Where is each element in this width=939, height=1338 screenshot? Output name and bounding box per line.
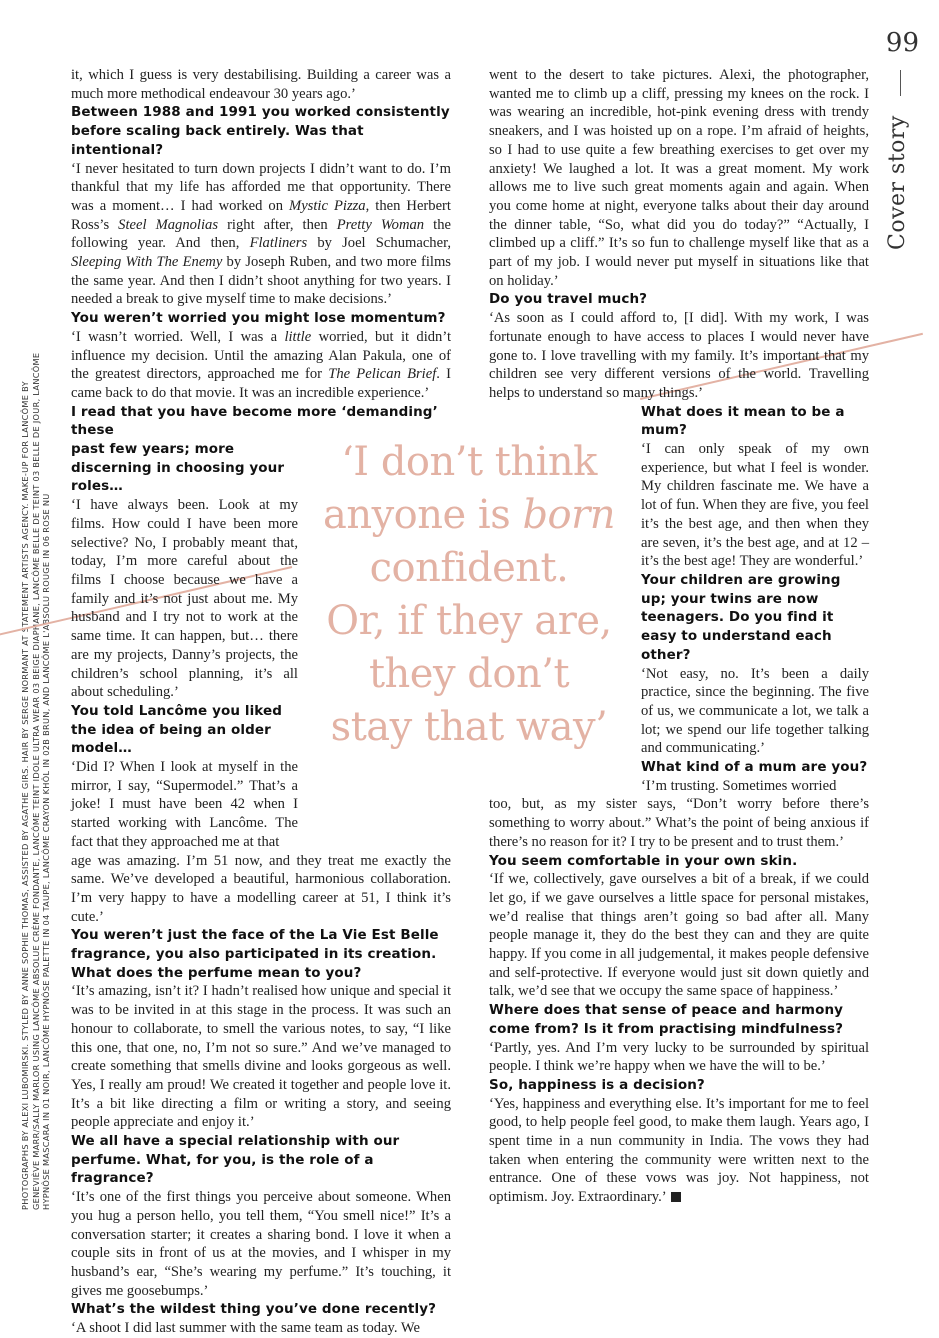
question-heading: Where does that sense of peace and harmony come from? Is it from practising mindfulness? [489, 1002, 844, 1037]
paragraph: ‘If we, collectively, gave ourselves a bit of a break, if we could let go, if we gave ourselves a little space for personal mistakes, we’d realise that things aren’t going so bad after all. Many people manage it, they do the best they can and they are quite happy. If you come in all judgemental, it makes people defensive and self-protective. If everyone would just sit down quietly and talk, we’d see that we occupy the same space of happiness.’ [489, 871, 869, 1000]
paragraph: ‘It’s one of the first things you perceive about someone. When you hug a person hello, you tell them, “You smell nice!” It’s a conversation starter; it creates a sharing bond. I love it when a couple sits in front of us at the movies, and I whisper in my husband’s ear, “She’s wearing my perfume.” It’s touching, it gives me goosebumps.’ [71, 1189, 451, 1299]
paragraph: ‘Not easy, no. It’s been a daily practice, since the beginning. The five of us, we communicate a lot, we talk a lot; we spend our life together talking and communicating.’ [641, 665, 869, 757]
question-heading: What’s the wildest thing you’ve done recently? [71, 1301, 437, 1318]
paragraph: too, but, as my sister says, “Don’t worry before there’s something to worry about.” What’s the point of being anxious if there’s no reason for it? I try to be present and to trust them.’ [489, 796, 869, 850]
paragraph: went to the desert to take pictures. Alexi, the photographer, wanted me to climb up a cliff, pressing my knees on the rock. I was wearing an incredible, hot-pink evening dress with trendy sneakers, and I was hoisted up on a rope. I’m afraid of heights, so I had to use quite a few breathing exercises to get over my anxiety! We laughed a lot. It was a great moment. My work allows me to live such great moments again and again. When you come home at night, everyone talks about their day around the dinner table, “So, what did you do today?” “Actually, I climbed up a cliff.” It’s so fun to challenge myself like that as a part of my job. I would never put myself in situations like that on holiday.’ [489, 67, 869, 289]
pull-quote-line: Or, if they are, [326, 598, 612, 644]
paragraph: ‘I can only speak of my own experience, but what I feel is wonder. My children fascinate me. We have a lot of fun. When they are five, you feel it’s the best age, and then when they are seven, it’s the best age, and at 12 – it’s the best age! They are wonderful.’ [641, 441, 869, 570]
paragraph: it, which I guess is very destabilising. Building a career was a much more methodical endeavour 30 years ago.’ [71, 67, 451, 102]
question-heading: We all have a special relationship with our perfume. What, for you, is the role of a fragrance? [71, 1133, 400, 1187]
paragraph: ‘A shoot I did last summer with the same team as today. We [71, 1320, 421, 1337]
paragraph: ‘Did I? When I look at myself in the mirror, I say, “Supermodel.” That’s a joke! I must have been 42 when I started working with Lancôme. The fact that they approached me at that [71, 759, 298, 850]
question-heading: You weren’t just the face of the La Vie Est Belle fragrance, you also participated in its creation. What does the perfume mean to you? [71, 927, 439, 981]
paragraph: ‘It’s amazing, isn’t it? I hadn’t realised how unique and special it was to be invited in at this stage in the process. It was such an honour to collaborate, to smell the various notes, to say, “I like this one, that one, no, I’m not so sure.” And we’ve managed to create something that smells divine and looks gorgeous as well. Yes, I really am proud! We created it together and people love it. It’s a bit like directing a film or writing a story, and seeing people appreciate and enjoy it.’ [71, 983, 451, 1131]
article-column-right [489, 66, 869, 1207]
question-heading: What does it mean to be a mum? [641, 403, 845, 439]
paragraph: ‘I have always been. Look at my films. How could I have been more selective? No, I probably meant that, today, I’m more careful about the films I choose because we have a family and it’s not just about me. My husband and I try not to work at the same time. It can happen, but… there are my projects, Danny’s projects, the children’s school planning, it’s all about scheduling.’ [71, 497, 298, 701]
paragraph: ‘Yes, happiness and everything else. It’s important for me to feel good, to help people feel good, to make them laugh. Years ago, I spent time in a nun community in India. The vows they had taken when entering the community were written next to the entrance. One of these vows was joy. Not happiness, not optimism. Joy. Extraordinary.’ [489, 1095, 869, 1206]
section-label: Cover story [885, 115, 910, 250]
pull-quote-line: anyone is born [322, 492, 616, 538]
pull-quote-line: stay that way’ [330, 704, 608, 750]
paragraph: ‘I’m trusting. Sometimes worried [641, 777, 837, 794]
paragraph: ‘As soon as I could afford to, [I did]. With my work, I was fortunate enough to have access to places I would never have gone to. I love travelling with my family. It’s important that my children see very different versions of the world. Travelling helps to understand so many things.’ [489, 310, 869, 401]
paragraph: ‘Partly, yes. And I’m very lucky to be surrounded by spiritual people. I think we’re happy when we have the will to be.’ [489, 1039, 869, 1075]
question-heading: What kind of a mum are you? [641, 759, 868, 776]
question-heading: Do you travel much? [489, 291, 648, 308]
pull-quote-line: confident. [369, 545, 569, 591]
question-heading: So, happiness is a decision? [489, 1076, 705, 1093]
paragraph: age was amazing. I’m 51 now, and they treat me exactly the same. We’ve developed a beautiful, harmonious collaboration. I’m very happy to have a modelling career at 51, I think it’s cute.’ [71, 852, 451, 925]
pull-quote-line: they don’t [368, 651, 570, 697]
question-heading: past few years; more discerning in choosing your roles… [71, 441, 285, 495]
paragraph: ‘I wasn’t worried. Well, I was a little worried, but it didn’t influence my decision. Until the amazing Alan Pakula, one of the greatest directors, approached me for The Pelican Brief. I came back to do that movie. It was an incredible experience.’ [71, 328, 452, 401]
question-heading: Between 1988 and 1991 you worked consistently before scaling back entirely. Was that intentional? [71, 104, 450, 158]
question-heading: I read that you have become more ‘demanding’ these [71, 403, 438, 439]
paragraph: ‘I never hesitated to turn down projects I didn’t want to do. I’m thankful that my life has afforded me that opportunity. There was a moment… I had worked on Mystic Pizza, then Herbert Ross’s Steel Magnolias right after, then Pretty Woman the following year. And then, Flatliners by Joel Schumacher, Sleeping With The Enemy by Joseph Ruben, and two more films the same year. And then I didn’t shoot anything for two years. I needed a break to give myself time to make decisions.’ [71, 160, 451, 308]
question-heading: You seem comfortable in your own skin. [489, 852, 798, 869]
question-heading: You weren’t worried you might lose momentum? [71, 310, 446, 327]
question-heading: Your children are growing up; your twins are now teenagers. Do you find it easy to understand each other? [641, 571, 841, 663]
end-mark-icon [671, 1192, 681, 1202]
page-number: 99 [885, 28, 919, 58]
question-heading: You told Lancôme you liked the idea of being an older model… [71, 702, 283, 757]
pull-quote-line: ‘I don’t think [341, 439, 597, 485]
photo-credits: PHOTOGRAPHS BY ALEXI LUBOMIRSKI. STYLED BY ANNE SOPHIE THOMAS, ASSISTED BY AGATHE GIRS. HAIR BY SERGE NORMANT AT STATEMENT ARTISTS AGENCY. MAKE-UP FOR LANCÔME BY GENEVIÈVE MARR/SALLY MARLOR USING LANCÔME ABSOLUE CRÈME FONDANTE, LANCÔME TEINT IDOLE ULTRA WEAR 03 BEIGE DIAPHANE, LANCÔME BELLE DE TEINT 03 BELLE DE JOUR, LANCÔME HYPNÔSE MASCARA IN 01 NOIR, LANCÔME HYPNÔSE PALETTE IN 04 TAUPE, LANCÔME CRAYON KHÔL IN 02B BRUN, AND LANCÔME L'ABSOLU ROUGE IN 06 ROSE NU [20, 352, 51, 1210]
